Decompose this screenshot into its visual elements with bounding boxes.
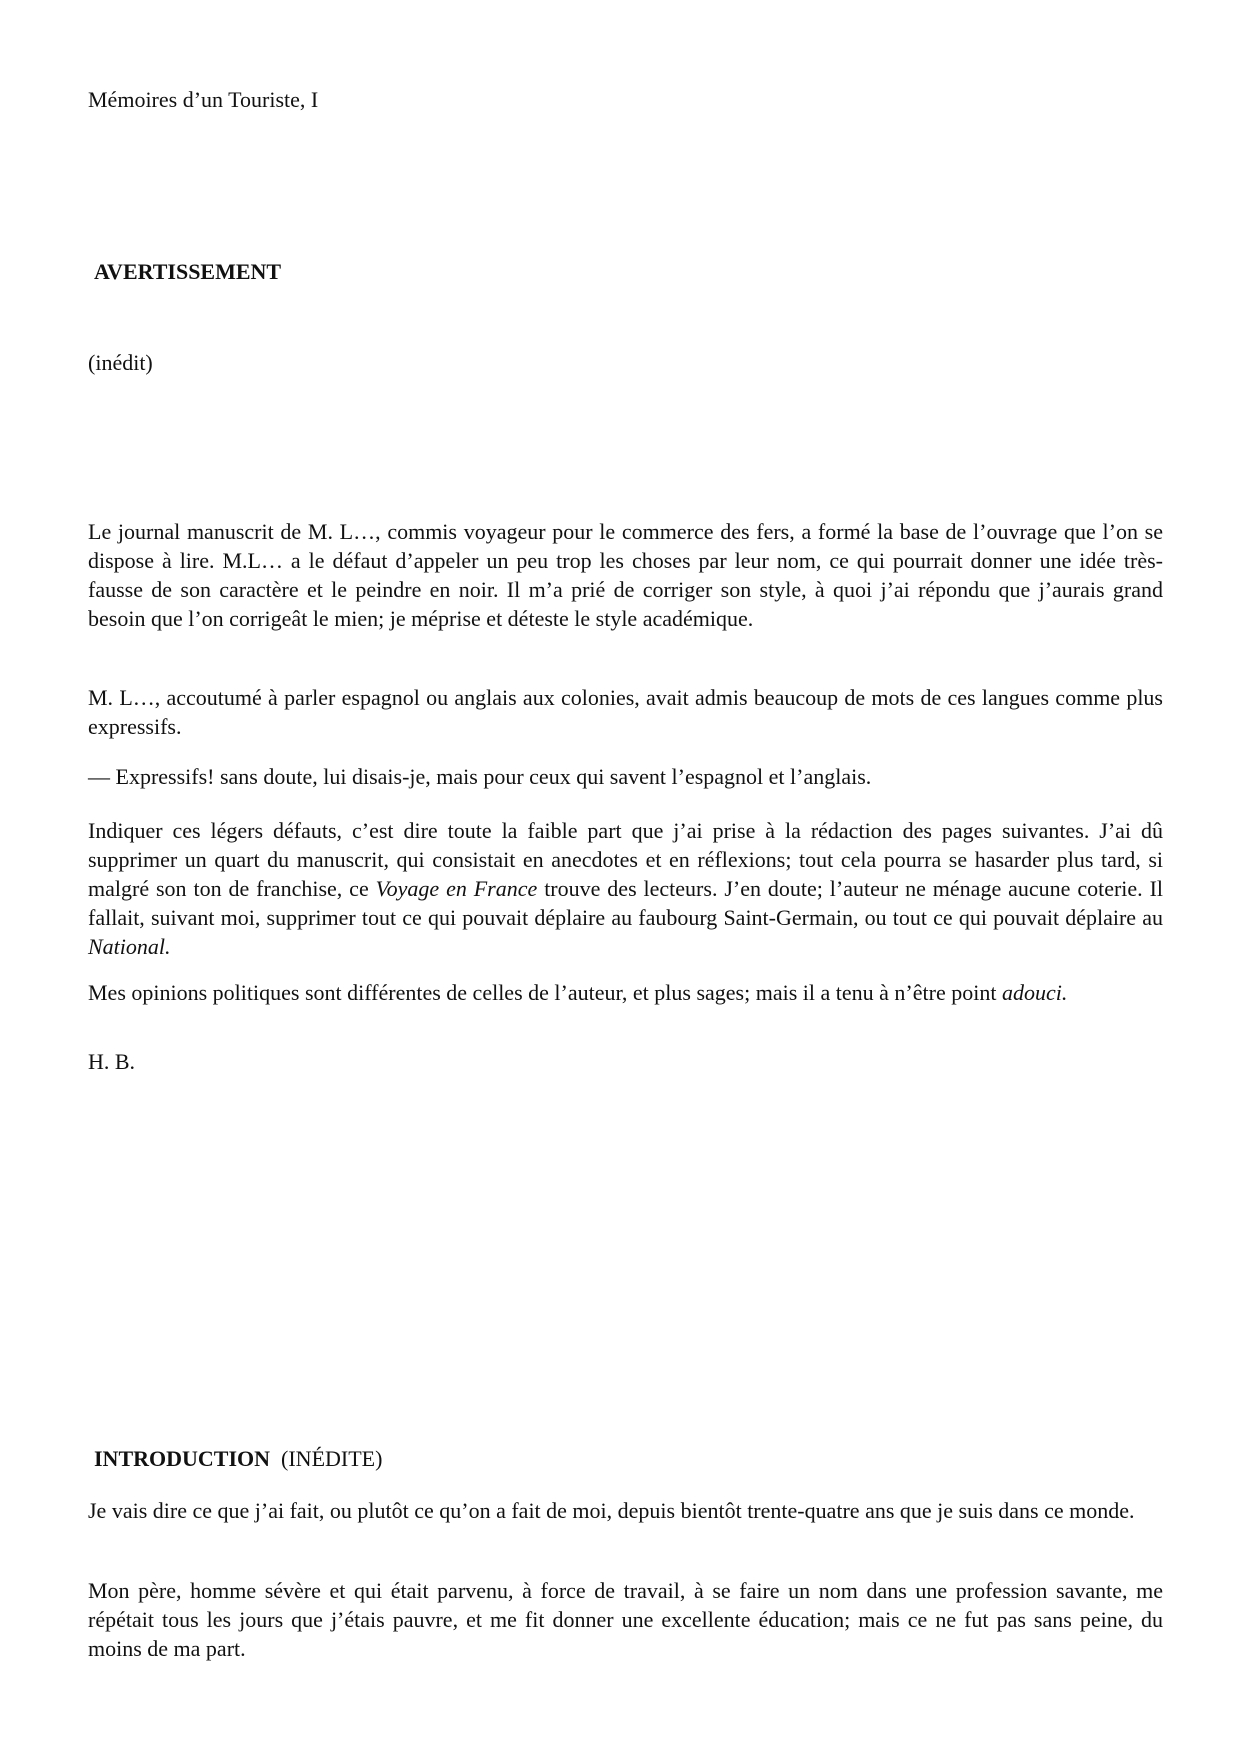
title: INTRODUCTION: [94, 1446, 271, 1471]
section-title-avertissement: AVERTISSEMENT: [94, 259, 282, 284]
paragraph: [88, 978, 1163, 1007]
paragraph-text: [88, 816, 1163, 961]
paragraph-text: — Expressifs! sans doute, lui disais-je, mais pour ceux qui savent l’espagnol et l’anglais.: [88, 764, 872, 789]
italic-title: Voyage en France: [375, 876, 538, 901]
paragraph-text: Mon père, homme sévère et qui était parvenu, à force de travail, à se faire un nom dans une profession savante, me répétait tous les jours que j’étais pauvre, et me fit donner une excellente éducation; mais ce ne fut pas sans peine, du moins de ma part.: [88, 1578, 1163, 1661]
running-header: Mémoires d’un Touriste, I: [88, 87, 319, 112]
paragraph: [88, 1576, 1163, 1663]
paragraph: [88, 816, 1163, 961]
paragraph-text: Le journal manuscrit de M. L…, commis voyageur pour le commerce des fers, a formé la base de l’ouvrage que l’on se dispose à lire. M.L… a le défaut d’appeler un peu trop les choses par leur nom, ce qui pourrait donner une idée très-fausse de son caractère et le peindre en noir. Il m’a prié de corriger son style, à quoi j’ai répondu que j’aurais grand besoin que l’on corrigeât le mien; je méprise et déteste le style académique.: [88, 519, 1163, 631]
paragraph: [88, 762, 1163, 791]
paragraph: [88, 517, 1163, 633]
italic-title: National.: [88, 934, 171, 959]
section-title-introduction: [94, 1444, 382, 1473]
paragraph: [88, 683, 1163, 741]
paragraph-text: M. L…, accoutumé à parler espagnol ou anglais aux colonies, avait admis beaucoup de mots de ces langues comme plus expressifs.: [88, 685, 1163, 739]
italic-word: adouci.: [1001, 980, 1068, 1005]
paragraph-text: [88, 978, 1163, 1007]
section-subtitle: (inédit): [88, 350, 153, 375]
text: Mes opinions politiques sont différentes de celles de l’auteur, et plus sages; mais il a tenu à n’être point: [88, 980, 1002, 1005]
paragraph: [88, 1496, 1163, 1525]
text: Indiquer ces légers défauts, c’est dire toute la faible part que j’ai prise à la rédaction des pages suivantes. J’ai dû supprimer un quart du manuscrit, qui consistait en anecdotes et en réflexions; tout cela pourra se hasarder plus tard, si malgré son ton de franchise, ce: [88, 818, 1163, 901]
text: trouve des lecteurs. J’en doute; l’auteur ne ménage aucune coterie. Il fallait, suivant moi, supprimer tout ce qui pouvait déplaire au faubourg Saint-Germain, ou tout ce qui pouvait déplaire au: [88, 876, 1164, 930]
paragraph-text: Je vais dire ce que j’ai fait, ou plutôt ce qu’on a fait de moi, depuis bientôt trente-quatre ans que je suis dans ce monde.: [88, 1498, 1135, 1523]
signature: H. B.: [88, 1049, 136, 1074]
subtitle: (INÉDITE): [281, 1446, 383, 1471]
